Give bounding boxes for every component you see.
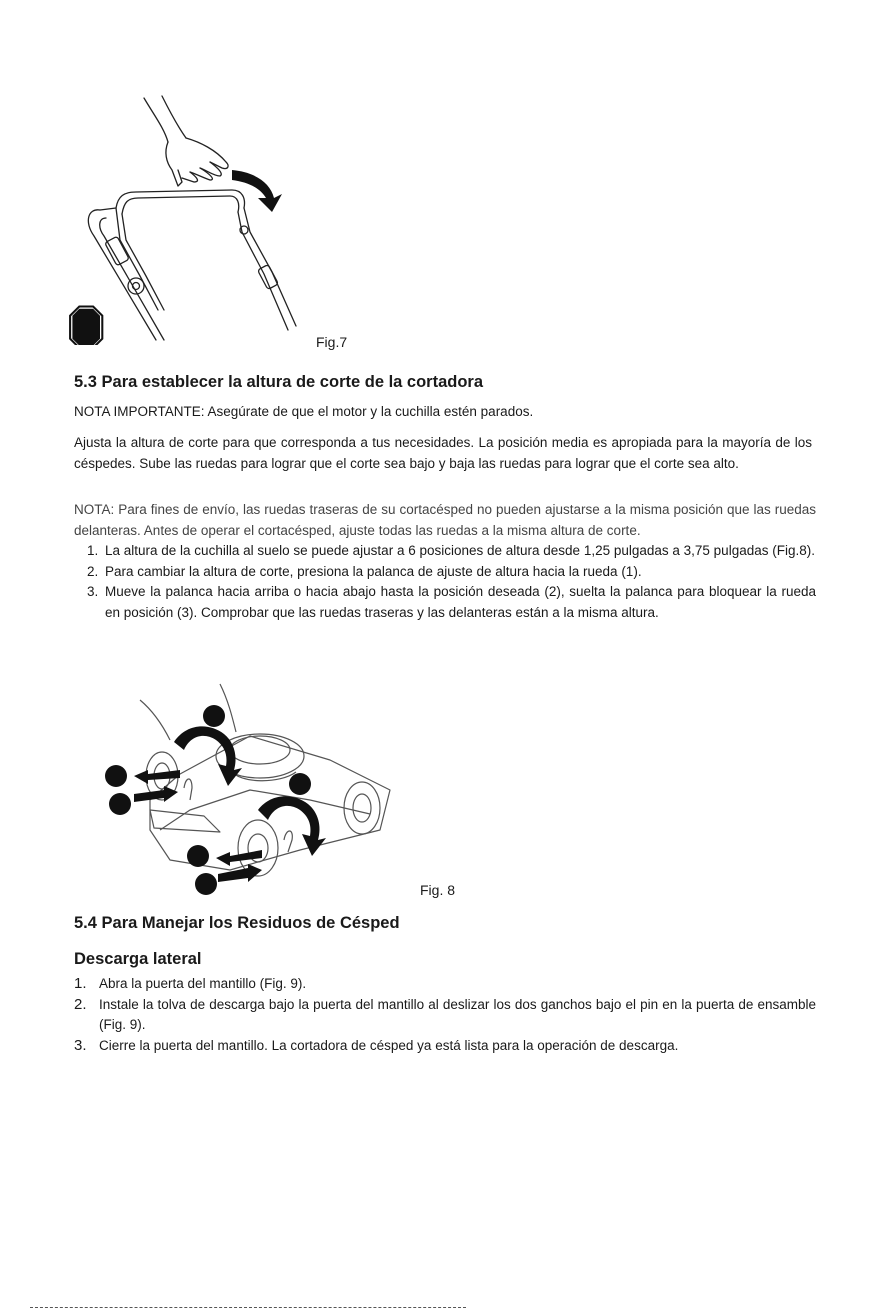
stop-icon — [70, 307, 102, 346]
height-steps-list — [74, 541, 816, 623]
side-discharge-subheading: Descarga lateral — [74, 950, 202, 968]
list-item: 2. Para cambiar la altura de corte, presiona la palanca de ajuste de altura hacia la rueda (1). — [87, 563, 642, 579]
fig8-illustration — [100, 680, 400, 895]
stop-label: STOP — [70, 296, 100, 308]
page-bottom-rule — [30, 1307, 466, 1308]
fig8-caption: Fig. 8 — [420, 882, 456, 898]
list-item: 1. La altura de la cuchilla al suelo se puede ajustar a 6 posiciones de altura desde 1,25 pulgadas a 3,75 pulgadas (Fig.8). — [87, 543, 815, 558]
height-paragraph: Ajusta la altura de corte para que corresponda a tus necesidades. La posición media es apropiada para la mayoría de los céspedes. Sube las ruedas para lograr que el corte sea bajo y baja las ruedas para lograr que el corte sea alto. — [74, 435, 812, 471]
shipping-note: NOTA: Para fines de envío, las ruedas traseras de su cortacésped no pueden ajustarse a la misma posición que las ruedas delanteras. Antes de operar el cortacésped, ajuste todas las ruedas a la misma altura de corte. — [74, 502, 816, 538]
list-item: 1. Abra la puerta del mantillo (Fig. 9). — [74, 975, 307, 992]
section-5-3-heading: 5.3 Para establecer la altura de corte de la cortadora — [74, 373, 484, 391]
list-item: 3. Cierre la puerta del mantillo. La cortadora de césped ya está lista para la operación de descarga. — [74, 1036, 679, 1054]
fig7-illustration — [60, 90, 320, 345]
discharge-steps-list — [74, 974, 816, 1056]
list-item: 2. Instale la tolva de descarga bajo la puerta del mantillo al deslizar los dos ganchos bajo el pin en la puerta de ensamble (Fig. 9). — [74, 995, 816, 1032]
list-item: 3. Mueve la palanca hacia arriba o hacia abajo hasta la posición deseada (2), suelta la palanca para bloquear la rueda en posición (3). Comprobar que las ruedas traseras y las delanteras están a la misma altura. — [87, 584, 816, 620]
fig7-caption: Fig.7 — [316, 334, 348, 350]
important-note: NOTA IMPORTANTE: Asegúrate de que el motor y la cuchilla estén parados. — [74, 404, 534, 419]
section-5-4-heading: 5.4 Para Manejar los Residuos de Césped — [74, 914, 400, 932]
